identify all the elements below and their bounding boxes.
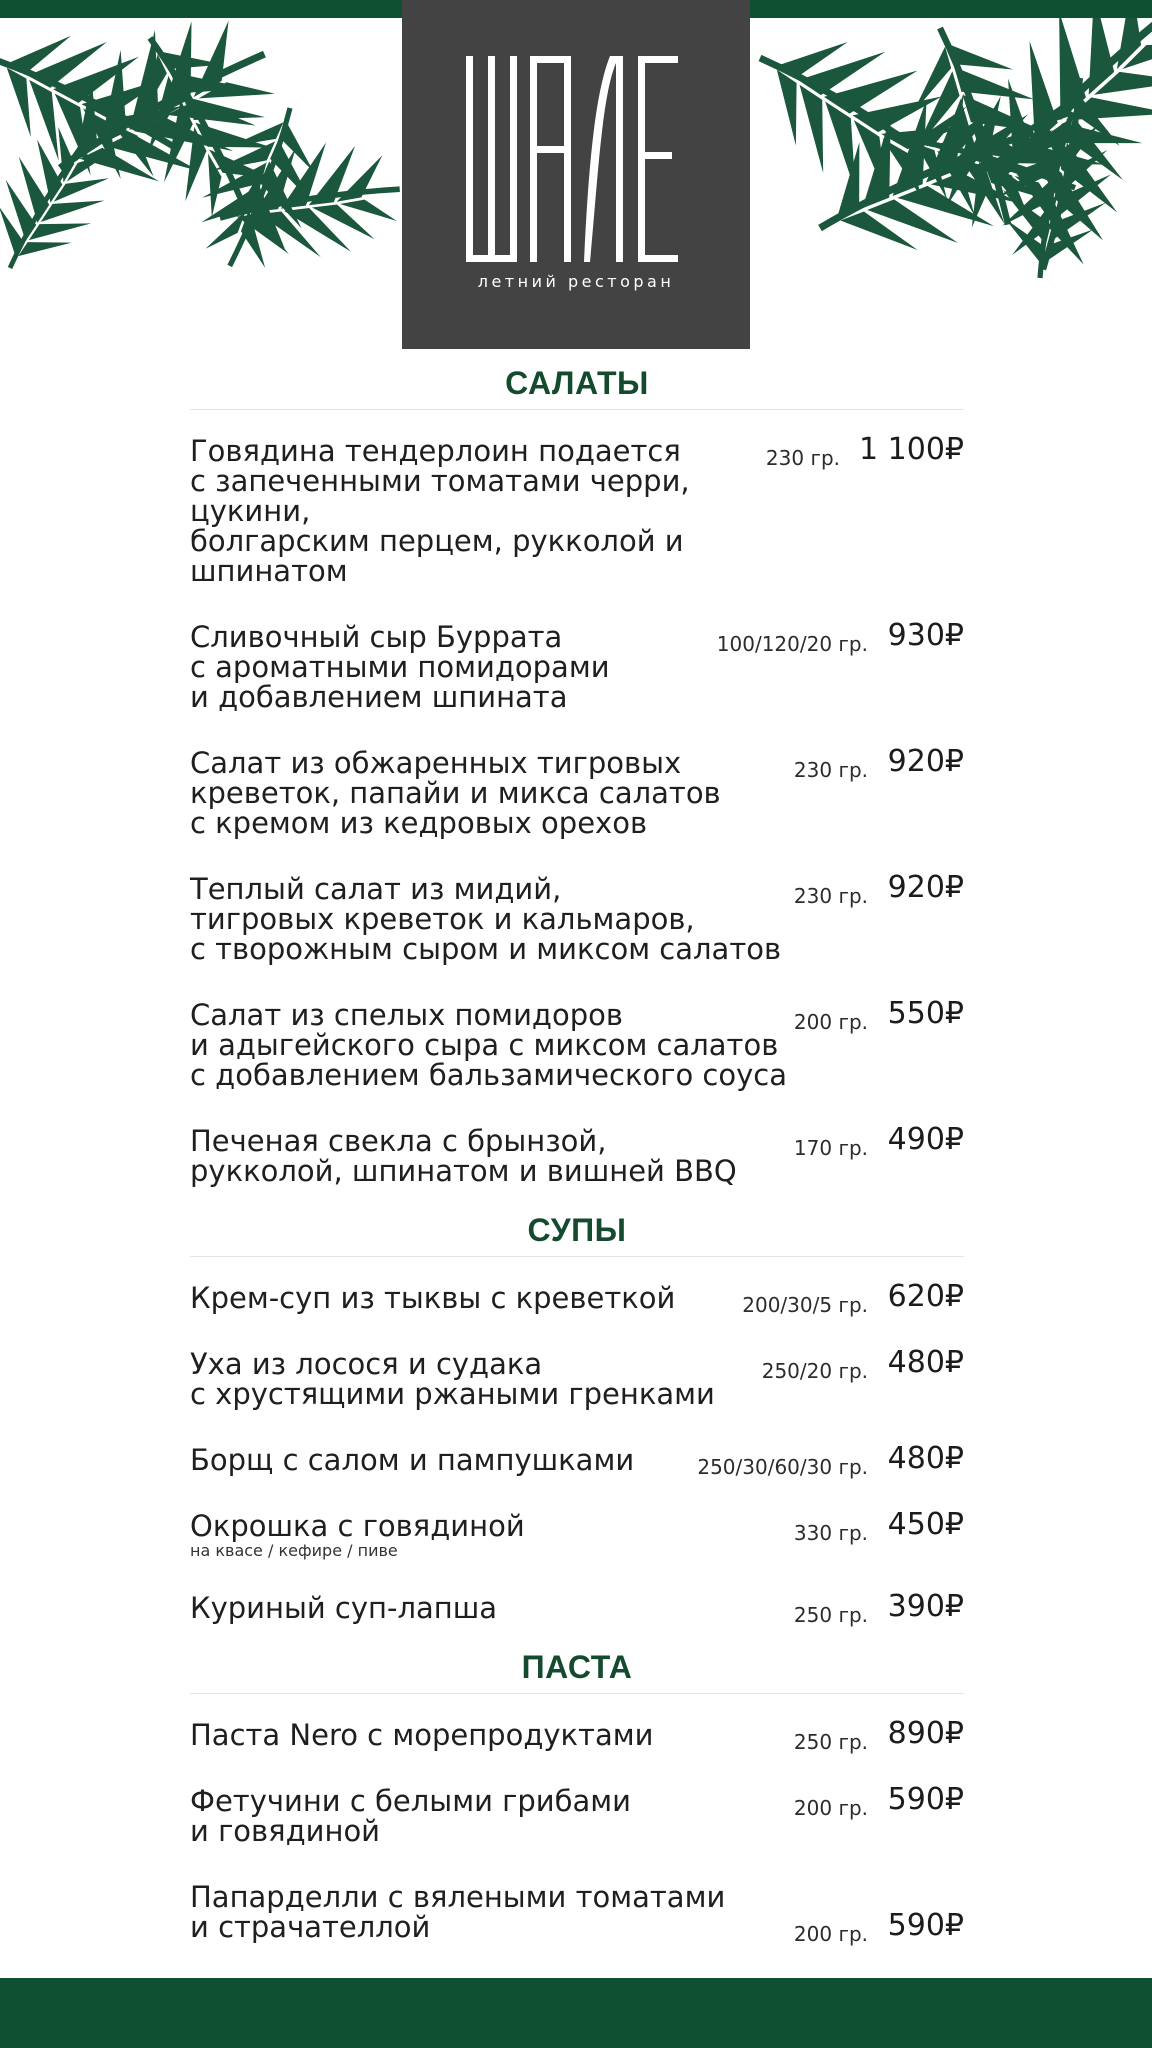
shale-logo-icon [466, 56, 686, 262]
item-name: Печеная свекла с брынзой, рукколой, шпинатом и вишней BBQ [190, 1124, 737, 1188]
section-title-salads: САЛАТЫ [190, 365, 964, 410]
menu-item [190, 1782, 964, 1848]
item-name: Салат из спелых помидоров и адыгейского сыра с миксом салатов с добавлением бальзамического соуса [190, 998, 787, 1092]
item-price: 450₽ [887, 1507, 964, 1542]
item-name: Папарделли с вялеными томатами и страчателлой [190, 1880, 726, 1944]
item-name: Салат из обжаренных тигровых креветок, папайи и микса салатов с кремом из кедровых орехов [190, 746, 721, 840]
item-weight: 250 гр. [793, 1730, 868, 1754]
item-weight: 100/120/20 гр. [716, 632, 868, 656]
section-salads [190, 365, 964, 1186]
menu-item [190, 870, 964, 966]
item-price: 890₽ [887, 1716, 964, 1751]
item-price: 930₽ [887, 618, 964, 653]
item-price: 590₽ [887, 1908, 964, 1943]
item-price: 550₽ [887, 996, 964, 1031]
item-weight: 250/30/60/30 гр. [697, 1455, 868, 1479]
menu-item [190, 618, 964, 714]
bottom-green-bar [0, 1978, 1152, 2048]
item-weight: 250 гр. [793, 1603, 868, 1627]
item-weight: 200 гр. [793, 1796, 868, 1820]
item-name: Борщ с салом и пампушками [190, 1443, 635, 1477]
menu-item [190, 1441, 964, 1479]
menu-item [190, 1279, 964, 1317]
item-name: Теплый салат из мидий, тигровых креветок и кальмаров, с творожным сыром и миксом салатов [190, 872, 782, 966]
logo-tagline: летний ресторан [477, 272, 675, 291]
menu-item [190, 1589, 964, 1627]
item-weight: 330 гр. [793, 1521, 868, 1545]
item-price: 1 100₽ [859, 432, 964, 467]
menu-item [190, 996, 964, 1092]
logo-box [402, 0, 750, 349]
item-name: Окрошка с говядиной [190, 1509, 525, 1543]
item-weight: 200 гр. [793, 1922, 868, 1946]
menu-item [190, 432, 964, 588]
item-price: 390₽ [887, 1589, 964, 1624]
item-price: 490₽ [887, 1122, 964, 1157]
item-price: 590₽ [887, 1782, 964, 1817]
menu-item [190, 1880, 964, 1946]
section-pasta [190, 1649, 964, 1946]
menu-item [190, 1716, 964, 1754]
item-weight: 230 гр. [793, 884, 868, 908]
item-price: 480₽ [887, 1345, 964, 1380]
menu-item [190, 1507, 964, 1560]
item-name: Сливочный сыр Буррата с ароматными помидорами и добавлением шпината [190, 620, 610, 714]
item-name: Уха из лосося и судака с хрустящими ржаными гренками [190, 1347, 715, 1411]
item-price: 920₽ [887, 870, 964, 905]
item-name: Куриный суп-лапша [190, 1591, 498, 1625]
item-note: на квасе / кефире / пиве [190, 1541, 398, 1560]
item-weight: 200 гр. [793, 1010, 868, 1034]
item-price: 480₽ [887, 1441, 964, 1476]
section-title-soups: СУПЫ [190, 1212, 964, 1257]
item-weight: 230 гр. [793, 758, 868, 782]
item-name: Говядина тендерлоин подается с запеченными томатами черри, цукини, болгарским перцем, рукколой и шпинатом [190, 434, 690, 588]
menu-item [190, 1122, 964, 1188]
item-weight: 170 гр. [793, 1136, 868, 1160]
menu-content [190, 365, 964, 1946]
item-name: Крем-суп из тыквы с креветкой [190, 1281, 676, 1315]
menu-item [190, 744, 964, 840]
item-weight: 230 гр. [765, 446, 840, 470]
section-title-pasta: ПАСТА [190, 1649, 964, 1694]
item-name: Паста Nero с морепродуктами [190, 1718, 654, 1752]
section-soups [190, 1212, 964, 1627]
item-weight: 200/30/5 гр. [742, 1293, 868, 1317]
item-name: Фетучини с белыми грибами и говядиной [190, 1784, 632, 1848]
menu-item [190, 1345, 964, 1411]
item-price: 620₽ [887, 1279, 964, 1314]
item-weight: 250/20 гр. [761, 1359, 868, 1383]
item-price: 920₽ [887, 744, 964, 779]
